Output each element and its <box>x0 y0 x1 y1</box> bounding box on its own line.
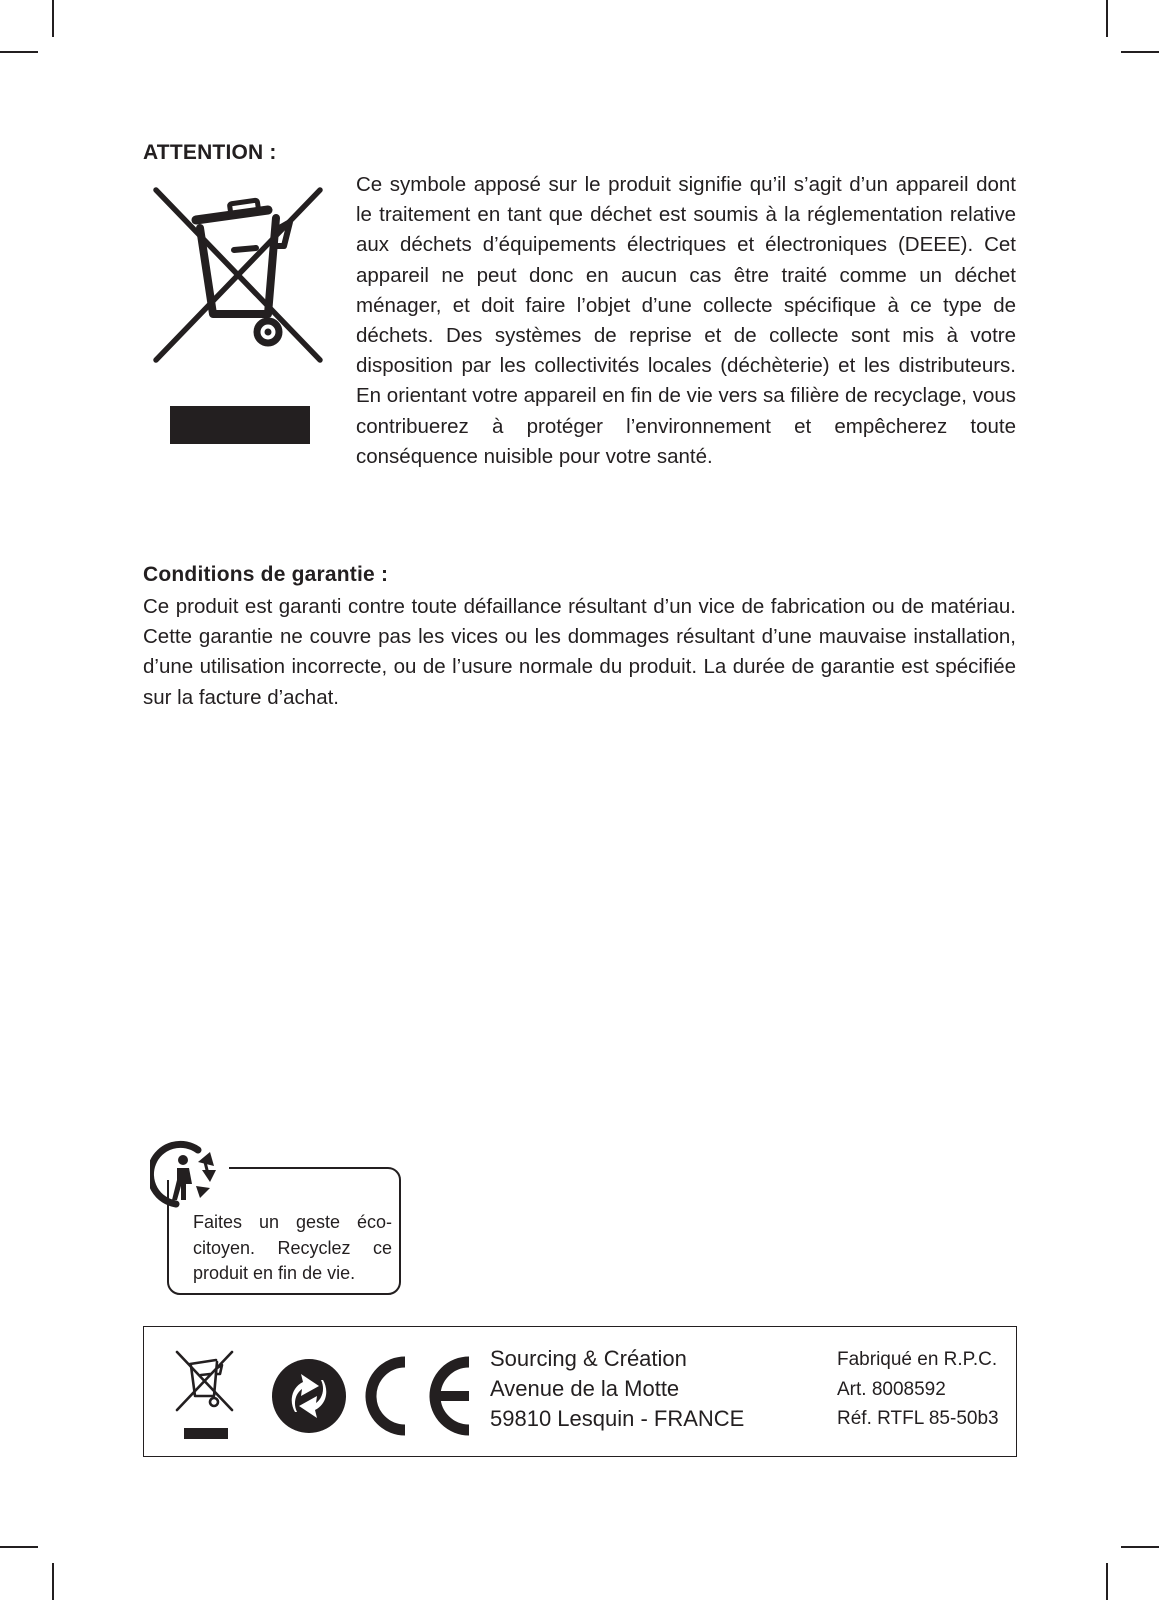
weee-crossed-bin-icon <box>150 182 332 447</box>
weee-crossed-bin-icon <box>174 1348 236 1440</box>
eco-callout-text: Faites un geste éco-citoyen. Recyclez ce produit en fin de vie. <box>193 1212 392 1283</box>
address-line: Avenue de la Motte <box>490 1376 680 1401</box>
ce-mark-icon <box>361 1356 477 1436</box>
crop-mark <box>52 1563 54 1600</box>
manufacturer-address <box>490 1344 744 1434</box>
warranty-paragraph: Ce produit est garanti contre toute défaillance résultant d’un vice de fabrication ou de matériau. Cette garantie ne couvre pas les vices ou les dommages résultant d’une mauvaise installation, d’une utilisation incorrecte, ou de l’usure normale du produit. La durée de garantie est spécifiée sur la facture d’achat. <box>143 595 1016 709</box>
reference-number: Réf. RTFL 85-50b3 <box>837 1408 999 1429</box>
green-dot-icon <box>271 1358 347 1434</box>
attention-paragraph: Ce symbole apposé sur le produit signifie qu’il s’agit d’un appareil dont le traitement en tant que déchet est soumis à la réglementation relative aux déchets d’équipements électriques et électroniques (DEEE). Cet appareil ne peut donc en aucun cas être traité comme un déchet ménager, et doit faire l’objet d’une collecte spécifique à ce type de déchets. Des systèmes de reprise et de collecte sont mis à votre disposition par les collectivités locales (déchèterie) et les distributeurs. En orientant votre appareil en fin de vie vers sa filière de recyclage, vous contribuerez à protéger l’environnement et empêcherez toute conséquence nuisible pour votre santé. <box>356 173 1016 468</box>
triman-recycle-icon <box>150 1140 230 1212</box>
made-in-label: Fabriqué en R.P.C. <box>837 1349 998 1370</box>
crop-mark <box>1106 0 1108 37</box>
crop-mark <box>0 51 38 53</box>
crop-mark <box>52 0 54 37</box>
crop-mark <box>0 1546 38 1548</box>
article-number: Art. 8008592 <box>837 1378 946 1400</box>
product-reference <box>837 1345 999 1434</box>
warranty-heading: Conditions de garantie : <box>143 563 389 586</box>
address-line: 59810 Lesquin - FRANCE <box>490 1406 745 1431</box>
address-line: Sourcing & Création <box>490 1346 687 1371</box>
crop-mark <box>1106 1563 1108 1600</box>
crop-mark <box>1121 1546 1159 1548</box>
attention-heading: ATTENTION : <box>143 141 277 164</box>
crop-mark <box>1121 51 1159 53</box>
